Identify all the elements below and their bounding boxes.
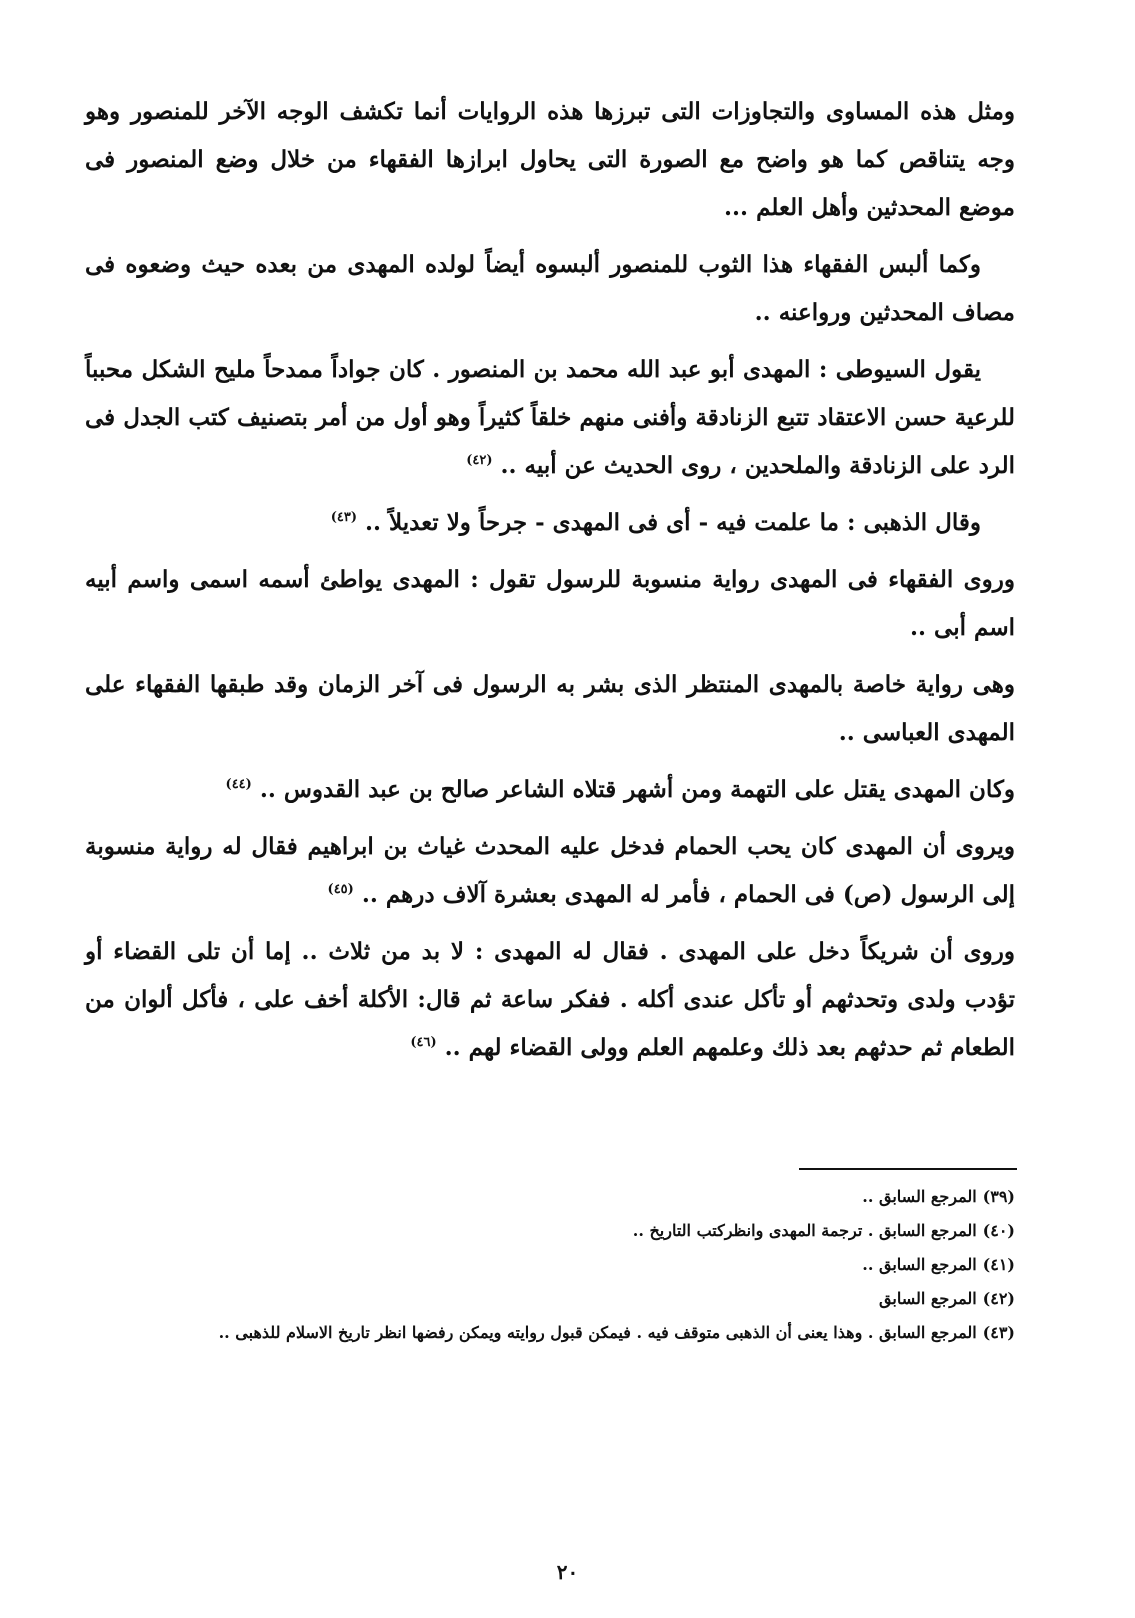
footnote: (٤١)المرجع السابق .. <box>862 1255 1015 1274</box>
paragraph: يقول السيوطى : المهدى أبو عبد الله محمد بن المنصور . كان جواداً ممدحاً مليح الشكل محبباً للرعية حسن الاعتقاد تتبع الزنادقة وأفنى منهم خلقاً كثيراً وهو أول من أمر بتصنيف كتب الجدل فى الرد على الزنادقة والملحدين ، روى الحديث عن أبيه ..$^{(٤٢)}$ <box>85 356 1015 479</box>
footnote-reference: (٤٢) <box>466 453 493 469</box>
paragraph: ويروى أن المهدى كان يحب الحمام فدخل عليه المحدث غياث بن ابراهيم فقال له رواية منسوبة إلى الرسول (ص) فى الحمام ، فأمر له المهدى بعشرة آلاف درهم ..$^{(٤٥)}$ <box>85 833 1015 908</box>
paragraph: وكما ألبس الفقهاء هذا الثوب للمنصور ألبسوه أيضاً لولده المهدى من بعده حيث وضعوه فى مصاف المحدثين ورواعنه .. <box>85 251 1015 326</box>
paragraph: وقال الذهبى : ما علمت فيه - أى فى المهدى - جرحاً ولا تعديلاً ..$^{(٤٣)}$ <box>330 509 981 536</box>
paragraph: وروى الفقهاء فى المهدى رواية منسوبة للرسول تقول : المهدى يواطئ أسمه اسمى واسم أبيه اسم أبى .. <box>85 566 1015 641</box>
page-number: ٢٠ <box>556 1560 579 1584</box>
footnote-reference: (٤٤) <box>225 777 252 793</box>
paragraph: وهى رواية خاصة بالمهدى المنتظر الذى بشر به الرسول فى آخر الزمان وقد طبقها الفقهاء على المهدى العباسى .. <box>85 671 1015 746</box>
footnote-separator <box>799 1168 1017 1170</box>
footnote-reference: (٤٥) <box>327 882 354 898</box>
footnote: (٣٩)المرجع السابق .. <box>862 1187 1015 1206</box>
body-text <box>85 88 1015 1081</box>
footnotes <box>80 1178 1015 1348</box>
paragraph: وكان المهدى يقتل على التهمة ومن أشهر قتلاه الشاعر صالح بن عبد القدوس ..$^{(٤٤)}$ <box>225 776 1015 803</box>
paragraph: وروى أن شريكاً دخل على المهدى . فقال له المهدى : لا بد من ثلاث .. إما أن تلى القضاء أو تؤدب ولدى وتحدثهم أو تأكل عندى أكله . ففكر ساعة ثم قال: الأكلة أخف على ، فأكل ألوان من الطعام ثم حدثهم بعد ذلك وعلمهم العلم وولى القضاء لهم ..$^{(٤٦)}$ <box>85 938 1015 1061</box>
footnote: (٤٠)المرجع السابق . ترجمة المهدى وانظركتب التاريخ .. <box>632 1221 1015 1240</box>
footnote: (٤٢)المرجع السابق <box>879 1289 1015 1308</box>
footnote: (٤٣)المرجع السابق . وهذا يعنى أن الذهبى متوقف فيه . فيمكن قبول روايته ويمكن رفضها انظر تاريخ الاسلام للذهبى .. <box>218 1323 1015 1342</box>
footnote-reference: (٤٣) <box>330 510 357 526</box>
paragraph: ومثل هذه المساوى والتجاوزات التى تبرزها هذه الروايات أنما تكشف الوجه الآخر للمنصور وهو وجه يتناقص كما هو واضح مع الصورة التى يحاول ابرازها الفقهاء من خلال وضع المنصور فى موضع المحدثين وأهل العلم ... <box>85 98 1015 221</box>
footnote-reference: (٤٦) <box>410 1035 437 1051</box>
